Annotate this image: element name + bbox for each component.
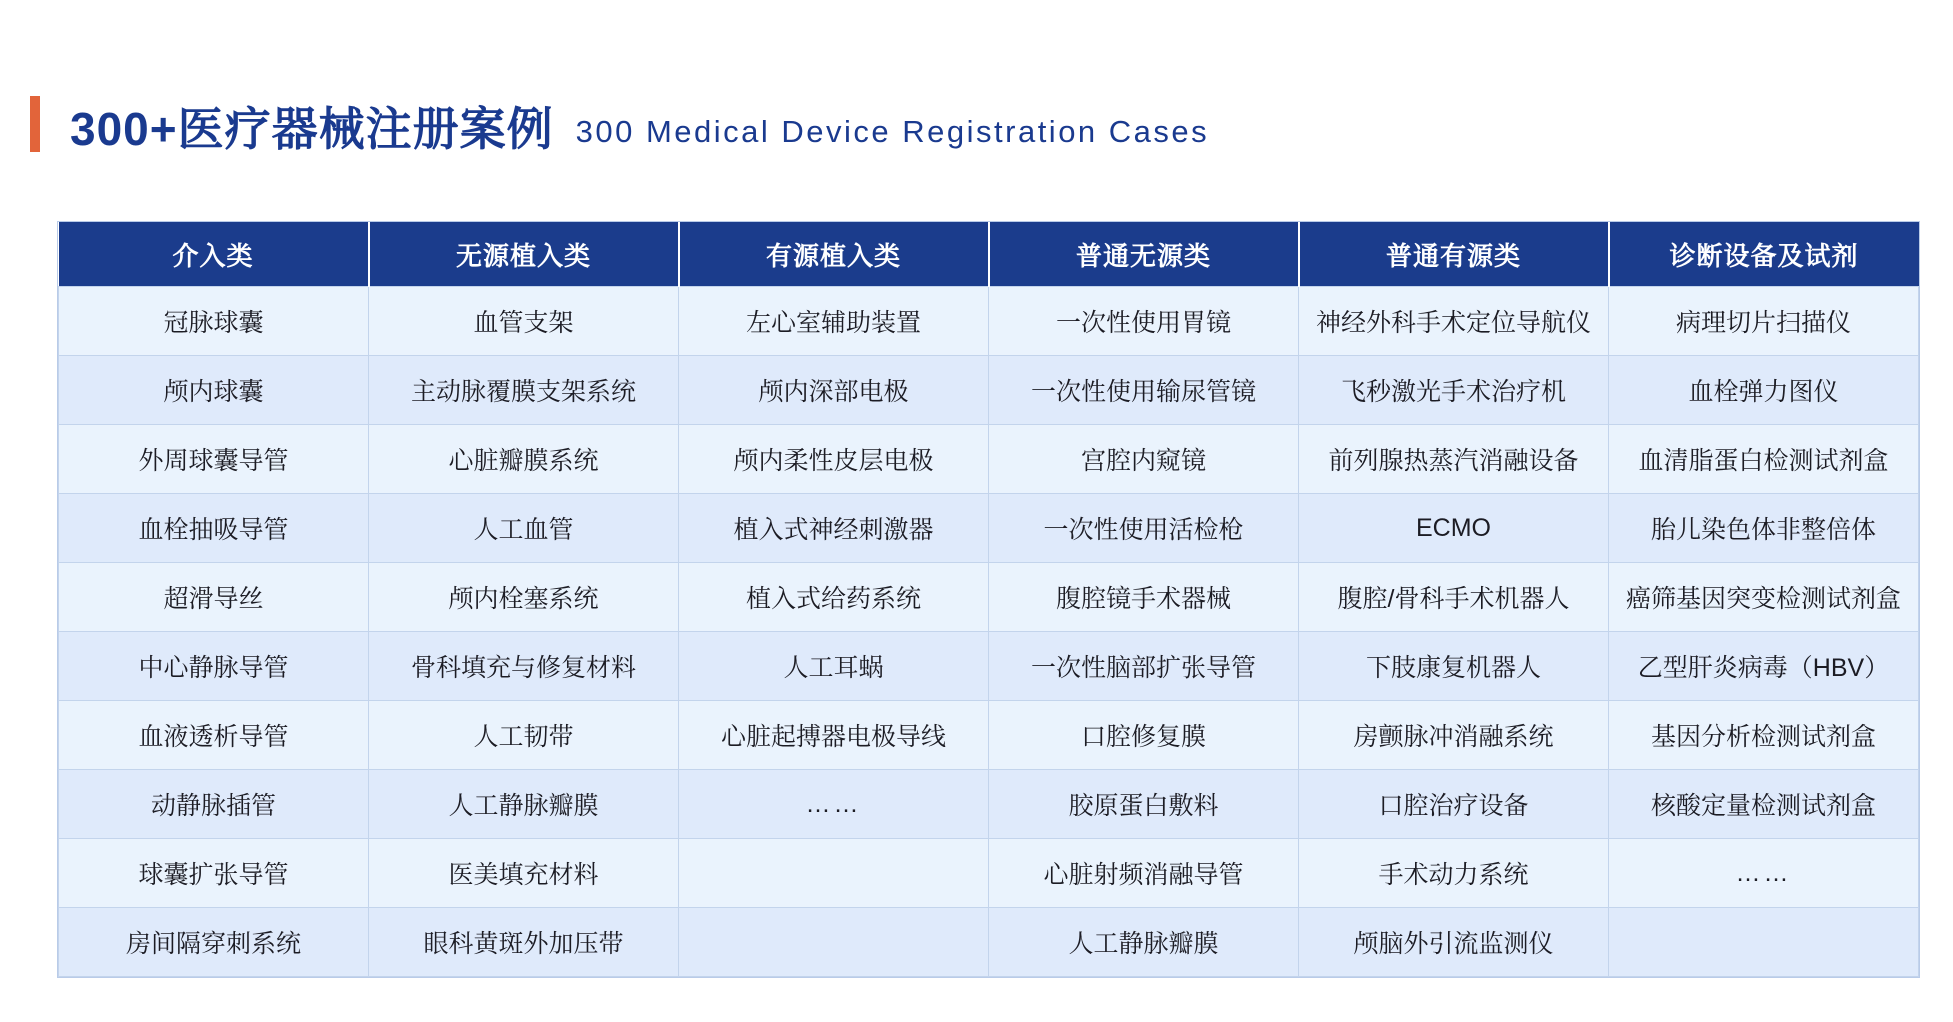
- column-header-4: 普通有源类: [1299, 222, 1609, 287]
- table-cell: 腹腔/骨科手术机器人: [1299, 563, 1609, 632]
- table-cell: 颅内球囊: [59, 356, 369, 425]
- table-cell: 癌筛基因突变检测试剂盒: [1609, 563, 1919, 632]
- table-row: [59, 770, 1919, 839]
- table-cell: 人工静脉瓣膜: [369, 770, 679, 839]
- table-cell: 中心静脉导管: [59, 632, 369, 701]
- table-cell: 颅内深部电极: [679, 356, 989, 425]
- table-cell: 一次性脑部扩张导管: [989, 632, 1299, 701]
- table-cell: 超滑导丝: [59, 563, 369, 632]
- column-header-1: 无源植入类: [369, 222, 679, 287]
- table-cell: 乙型肝炎病毒（HBV）: [1609, 632, 1919, 701]
- table-cell: 飞秒激光手术治疗机: [1299, 356, 1609, 425]
- table-cell: [679, 908, 989, 977]
- table-cell: 核酸定量检测试剂盒: [1609, 770, 1919, 839]
- column-header-3: 普通无源类: [989, 222, 1299, 287]
- table-row: [59, 356, 1919, 425]
- table-cell: 颅内栓塞系统: [369, 563, 679, 632]
- table-cell: 骨科填充与修复材料: [369, 632, 679, 701]
- table-cell: 球囊扩张导管: [59, 839, 369, 908]
- table-cell: 腹腔镜手术器械: [989, 563, 1299, 632]
- table-cell: 心脏瓣膜系统: [369, 425, 679, 494]
- device-category-table: [58, 222, 1918, 977]
- title-english: 300 Medical Device Registration Cases: [575, 114, 1210, 149]
- title-chinese: 300+医疗器械注册案例: [70, 103, 554, 155]
- table-cell: 宫腔内窥镜: [989, 425, 1299, 494]
- table-cell: 房间隔穿刺系统: [59, 908, 369, 977]
- table-cell: 颅脑外引流监测仪: [1299, 908, 1609, 977]
- table-body: [59, 287, 1919, 977]
- table-cell: 胎儿染色体非整倍体: [1609, 494, 1919, 563]
- table-cell: 前列腺热蒸汽消融设备: [1299, 425, 1609, 494]
- table-cell: ……: [1609, 839, 1919, 908]
- table-cell: 主动脉覆膜支架系统: [369, 356, 679, 425]
- table-cell: 血栓弹力图仪: [1609, 356, 1919, 425]
- column-header-0: 介入类: [59, 222, 369, 287]
- table-cell: 人工血管: [369, 494, 679, 563]
- table-cell: 人工耳蜗: [679, 632, 989, 701]
- table-cell: 神经外科手术定位导航仪: [1299, 287, 1609, 356]
- title-accent-bar: [30, 96, 40, 152]
- table-cell: 血液透析导管: [59, 701, 369, 770]
- table-cell: 基因分析检测试剂盒: [1609, 701, 1919, 770]
- table-cell: 医美填充材料: [369, 839, 679, 908]
- table-cell: 一次性使用胃镜: [989, 287, 1299, 356]
- table-cell: ECMO: [1299, 494, 1609, 563]
- table-row: [59, 494, 1919, 563]
- table-row: [59, 701, 1919, 770]
- column-header-2: 有源植入类: [679, 222, 989, 287]
- table-cell: 心脏射频消融导管: [989, 839, 1299, 908]
- table-cell: 动静脉插管: [59, 770, 369, 839]
- table-cell: 植入式神经刺激器: [679, 494, 989, 563]
- table-row: [59, 563, 1919, 632]
- table-cell: ……: [679, 770, 989, 839]
- table-cell: 血管支架: [369, 287, 679, 356]
- table-cell: 一次性使用输尿管镜: [989, 356, 1299, 425]
- table-cell: [679, 839, 989, 908]
- table-cell: 胶原蛋白敷料: [989, 770, 1299, 839]
- table-cell: 血栓抽吸导管: [59, 494, 369, 563]
- table-cell: 房颤脉冲消融系统: [1299, 701, 1609, 770]
- table-cell: [1609, 908, 1919, 977]
- table-cell: 口腔治疗设备: [1299, 770, 1609, 839]
- table-cell: 左心室辅助装置: [679, 287, 989, 356]
- table-row: [59, 908, 1919, 977]
- table-row: [59, 425, 1919, 494]
- table-cell: 植入式给药系统: [679, 563, 989, 632]
- table-cell: 手术动力系统: [1299, 839, 1609, 908]
- table-row: [59, 632, 1919, 701]
- table-header: [59, 222, 1919, 287]
- table-cell: 人工静脉瓣膜: [989, 908, 1299, 977]
- table-row: [59, 839, 1919, 908]
- page-title: [30, 96, 1210, 155]
- table-header-row: [59, 222, 1919, 287]
- table-cell: 外周球囊导管: [59, 425, 369, 494]
- table-grid: [58, 222, 1919, 977]
- table-cell: 人工韧带: [369, 701, 679, 770]
- table-row: [59, 287, 1919, 356]
- table-cell: 心脏起搏器电极导线: [679, 701, 989, 770]
- table-cell: 血清脂蛋白检测试剂盒: [1609, 425, 1919, 494]
- table-cell: 颅内柔性皮层电极: [679, 425, 989, 494]
- table-cell: 一次性使用活检枪: [989, 494, 1299, 563]
- table-cell: 下肢康复机器人: [1299, 632, 1609, 701]
- table-cell: 口腔修复膜: [989, 701, 1299, 770]
- column-header-5: 诊断设备及试剂: [1609, 222, 1919, 287]
- table-cell: 冠脉球囊: [59, 287, 369, 356]
- table-cell: 病理切片扫描仪: [1609, 287, 1919, 356]
- table-cell: 眼科黄斑外加压带: [369, 908, 679, 977]
